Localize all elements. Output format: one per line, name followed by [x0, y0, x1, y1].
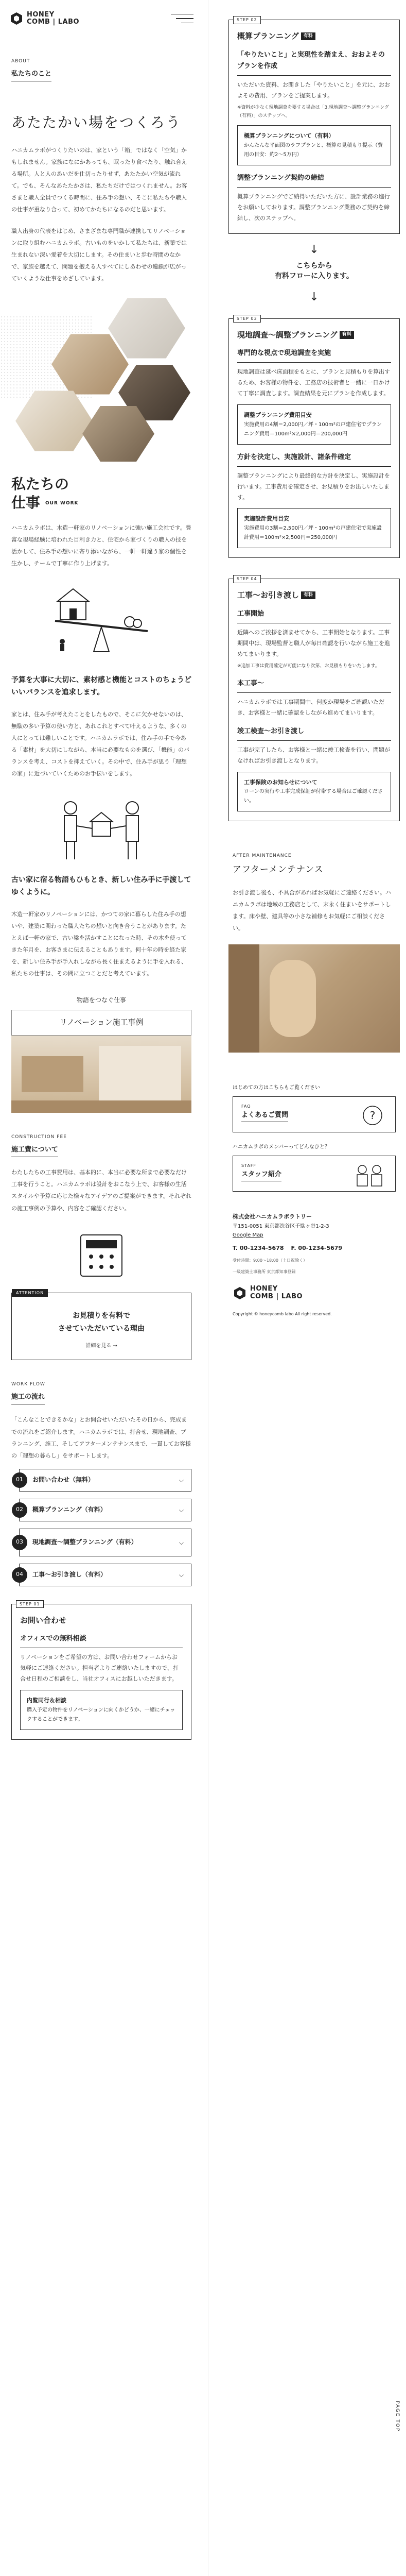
flow-item-01[interactable]: [16, 1469, 191, 1492]
flow-item-03[interactable]: [16, 1529, 191, 1556]
attention-box[interactable]: [11, 1290, 191, 1360]
flow-num: 03: [12, 1535, 27, 1550]
fax-number: F. 00-1234-5679: [291, 1244, 343, 1251]
staff-label: スタッフ紹介: [241, 1169, 281, 1181]
work-heading-1: 予算を大事に大切に、素材感と機能とコストのちょうどいいバランスを追求します。: [11, 676, 191, 697]
paid-badge: 有料: [301, 32, 315, 41]
google-map-link[interactable]: Google Map: [233, 1232, 263, 1238]
footer-logo[interactable]: [233, 1285, 396, 1300]
workflow-body: 「こんなことできるかな」とお問合せいただいたその日から、完成までの流れをご紹介します。ハニカムラボでは、打合せ、現地調査、プランニング、施工、そしてアフターメンテナンスまで、一貫してお客様の「理想の暮らし」をサポートします。: [11, 1416, 191, 1459]
step-02-box: [228, 20, 400, 234]
attention-detail-link[interactable]: 詳細を見る →: [85, 1343, 117, 1349]
logo-text: HONEY COMB | LABO: [27, 10, 80, 26]
paid-flow-caption: こちらから 有料フローに入ります。: [275, 262, 354, 280]
footer-license: 一級建築士事務所 東京都知事登録: [233, 1269, 296, 1274]
flow-item-02[interactable]: [16, 1499, 191, 1521]
step-01-box: [11, 1601, 191, 1740]
attention-title: お見積りを有料で させていただいている理由: [58, 1311, 145, 1333]
about-eyebrow: ABOUT: [11, 59, 30, 64]
step-text-2: 調整プランニングにより最終的な方針を決定し、実施設計を行います。工事費用を確定させ、お見積りをお出しいたします。: [237, 472, 390, 501]
about-heading: あたたかい場をつくろう: [11, 114, 182, 131]
step-text: リノベーションをご希望の方は、お問い合わせフォームからお気軽にご連絡ください。担当者よりご連絡いたしますので、打合せ日程のご相談をし、当社オフィスにお越しいただきます。: [20, 1654, 179, 1683]
fee-box-2: 実施設計費用目安 実施費用の3割＝2,500円／坪・100m²の戸建住宅で実施設計費用＝100m²×2,500円＝250,000円: [237, 508, 391, 548]
flow-num: 01: [12, 1472, 27, 1488]
flow-label: 工事〜お引き渡し（有料）: [32, 1570, 107, 1578]
attention-tag: ATTENTION: [12, 1289, 48, 1297]
step-text: 近隣へのご挨拶を済ませてから、工事開始となります。工事期間中は、現場監督と職人が毎日確認を行いながら施工を進めてまいります。: [237, 629, 390, 657]
step-tag: STEP 03: [233, 315, 261, 323]
arrow-down-icon: ↓: [309, 243, 319, 256]
about-body-1: ハニカムラボがつくりたいのは、家という「箱」ではなく「空気」かもしれません。家族になにかあっても、眠ったり食べたり、触れ合える場所。人と人のあいだを仕切ったりせず、あたたかい空気が流れて。でも、そんなあたたかさは、私たちだけではつくれません。お客さまと職人全員でつくる時間に、住み手の想い、そこに私たちや職人の仕事が重なり合って、初めてかたちになるのだと思います。: [11, 146, 187, 213]
workflow-title: 施工の流れ: [11, 1392, 45, 1404]
faq-label: よくあるご質問: [241, 1110, 288, 1122]
step-tag: STEP 01: [16, 1600, 44, 1608]
flow-label: お問い合わせ（無料）: [32, 1476, 95, 1483]
renovation-caption: 物語をつなぐ仕事: [76, 996, 126, 1004]
honeycomb-logo-icon: [233, 1286, 247, 1300]
copyright: Copyright © honeycomb labo All right reserved.: [233, 1312, 332, 1317]
step-note-box: 内覧同行＆相談 購入予定の物件をリノベーションに向くかどうか、一緒にチェックすることができます。: [20, 1690, 183, 1730]
work-body-3: 木造一軒家のリノベーションには、かつての家に暮らした住み手の想いや、建築に関わった職人たちの想いと向き合うことがあります。たとえば一軒の家で、古い梁を活かすことになった時、その木を使ってきた年月を、お客さまに伝えることもあります。何十年の時を経た家を、新しい住み手が手入れしながら長く住まえるように手を入れる、私たちの仕事は、その間に立つことだと考えています。: [11, 910, 187, 977]
hamburger-menu-icon[interactable]: [171, 7, 193, 30]
footer-tel: [233, 1244, 396, 1253]
page-top-link[interactable]: PAGE TOP: [395, 2401, 400, 2432]
step-title: お問い合わせ: [20, 1615, 67, 1625]
fee-box: 調整プランニング費用目安 実施費用の4割＝2,000円／坪・100m²の戸建住宅でプランニング費用＝100m²×2,000円＝200,000円: [237, 404, 391, 445]
step-text: 現地調査は延べ床面積をもとに、プランと見積もりを算出するため、お客様の物件を、工務店の技術者と一緒に一日かけて丁寧に調査します。調査結果を元にプランを作成します。: [237, 368, 390, 397]
step-tag: STEP 02: [233, 16, 261, 24]
step-note: ※追加工事は費用確定が可能になり次第、お見積もりをいたします。: [237, 664, 380, 669]
people-illustration: [11, 795, 191, 862]
logo[interactable]: [9, 11, 79, 26]
work-heading-2: 古い家に宿る物語もひもとき、新しい住み手に手渡してゆくように。: [11, 876, 191, 897]
renovation-cases-link[interactable]: リノベーション施工事例: [11, 1010, 191, 1036]
chevron-down-icon: ⌵: [179, 1571, 184, 1579]
step-sub-2: 本工事〜: [237, 678, 391, 693]
question-icon: [357, 1104, 388, 1127]
company-address: 〒151-0051 東京都渋谷区千駄ヶ谷1-2-3: [233, 1223, 329, 1229]
work-eyebrow: OUR WORK: [45, 500, 79, 506]
step-text-2: ハニカムラボでは工事期間中、何度か現場をご確認いただき、お客様と一緒に確認をしながら進めてまいります。: [237, 698, 384, 716]
people-handover-icon: [45, 795, 158, 862]
step-sub: 工事開始: [237, 608, 391, 623]
about-body-2: 職人出身の代表をはじめ、さまざまな専門職が連携してリノベーションに取り組むハニカムラボ。古いものをいかして私たちは、新築では生まれない深い愛着を大切にします。その住まいと歩む時間のなかで、家族を越えて、問題を抱える人すべてにしあわせの連鎖が広がっていくような仕事をめざしています。: [11, 227, 187, 282]
site-header: [0, 0, 203, 37]
company-name: 株式会社ハニカムラボラトリー: [233, 1213, 312, 1220]
step-sub: 「やりたいこと」と実現性を踏まえ、おおよそのプランを作成: [237, 49, 391, 76]
step-title: 工事〜お引き渡し 有料: [237, 589, 391, 601]
after-maintenance-photo: [228, 944, 400, 1053]
faq-en: FAQ: [241, 1104, 251, 1109]
flow-num: 04: [12, 1567, 27, 1583]
step-03-box: [228, 318, 400, 558]
construction-title: 施工費について: [11, 1144, 58, 1157]
chevron-down-icon: ⌵: [179, 1506, 184, 1514]
footer-company-info: [233, 1212, 396, 1276]
staff-group-icon: [352, 1162, 388, 1187]
tel-number[interactable]: T. 00-1234-5678: [233, 1244, 284, 1251]
workflow-eyebrow: WORK FLOW: [11, 1382, 45, 1387]
renovation-photo: [11, 1036, 191, 1113]
after-eyebrow: AFTER MAINTENANCE: [233, 853, 292, 859]
chevron-down-icon: ⌵: [179, 1538, 184, 1546]
step-sub: オフィスでの無料相談: [20, 1633, 183, 1648]
step-title: 概算プランニング 有料: [237, 30, 391, 42]
step-text: いただいた資料、お聞きした「やりたいこと」を元に、おおよその費用、プランをご提案します。: [237, 81, 390, 99]
chevron-down-icon: ⌵: [179, 1476, 184, 1484]
logo-text: HONEY COMB | LABO: [250, 1285, 303, 1300]
paid-badge: 有料: [340, 331, 354, 339]
workflow-list: [11, 1469, 191, 1586]
step-sub: 専門的な視点で現地調査を実施: [237, 348, 391, 363]
construction-body: わたしたちの工事費用は、基本的に、本当に必要な所まで必要なだけ工事を行うこと。ハニカムラボは設計をおこなう上で、お客様の生活スタイルや予算に応じた様々なアイデアのご提案ができます。それぞれの施工事例の予算や、内容をご確認ください。: [11, 1169, 191, 1212]
staff-link[interactable]: [233, 1156, 396, 1192]
balance-illustration: [11, 585, 191, 662]
flow-label: 現地調査〜調整プランニング（有料）: [32, 1538, 137, 1546]
flow-item-04[interactable]: [16, 1564, 191, 1586]
work-body-2: 家とは、住み手が考えたことをしたもので、そこに欠かせないのは、無駄の多い予算の使い方と、あれこれとすべて叶えるような、多くの人にとっては難しいことです。ハニカムラボでは、住み手の手で今ある「素材」を大切にしながら、本当に必要なものを選び、「機能」のバランスを考え、コストを抑えていく。その中で、住み手が思う「理想の家」に近づいていくためのお手伝いをします。: [11, 710, 190, 777]
calculator-illustration: [11, 1230, 191, 1281]
step-sub-2: 方針を決定し、実施設計、諸条件確定: [237, 452, 391, 467]
right-column: [222, 0, 406, 2576]
paid-badge: 有料: [301, 591, 315, 600]
step-note: ※資料が少なく現地調査を要する場合は「3.現地調査〜調整プランニング（有料）」のステップへ。: [237, 105, 389, 118]
step-04-box: [228, 579, 400, 821]
honeycomb-logo-icon: [9, 11, 24, 26]
calculator-icon: [65, 1230, 137, 1281]
fee-box: 概算プランニングについて（有料） かんたんな平面図のラフプランと、概算の見積もり提示（費用の目安：約2〜5万円）: [237, 125, 391, 165]
balance-scale-icon: [45, 585, 158, 662]
faq-intro: はじめての方はこちらもご覧ください: [233, 1084, 320, 1091]
about-title: 私たちのこと: [11, 69, 51, 81]
warranty-box: 工事保険のお知らせについて ローンの実行や工事完成保証が付帯する場合はご確認ください。: [237, 772, 391, 812]
faq-link[interactable]: [233, 1096, 396, 1132]
after-title: アフターメンテナンス: [233, 864, 324, 875]
step-tag: STEP 04: [233, 575, 261, 583]
svg-text:?: ?: [369, 1109, 376, 1122]
step-sub-2: 調整プランニング契約の締結: [237, 173, 391, 188]
work-title: 私たちの 仕事 OUR WORK: [11, 476, 79, 512]
step-text-2: 概算プランニングでご納得いただいた方に、設計業務の進行をお願いしております。調整プランニング業務のご契約を締結し、次のステップへ。: [237, 193, 390, 222]
arrow-down-icon: ↓: [309, 291, 319, 304]
after-body: お引き渡し後も、不具合があればお気軽にご連絡ください。ハニカムラボは地域の工務店として、末永く住まいをサポートします。床や壁、建具等の小さな補修もお気軽にご相談ください。: [233, 889, 391, 931]
about-photo-collage: [0, 295, 203, 465]
step-text-3: 工事が完了したら、お客様と一緒に竣工検査を行い、問題がなければお引き渡しとなります。: [237, 746, 390, 764]
staff-intro: ハニカムラボのメンバーってどんなひと？: [233, 1144, 330, 1150]
flow-label: 概算プランニング（有料）: [32, 1505, 107, 1513]
step-title: 現地調査〜調整プランニング 有料: [237, 329, 391, 341]
footer-hours: 受付時間：9:00〜18:00（土日祝除く）: [233, 1258, 308, 1263]
step-sub-3: 竣工検査〜お引き渡し: [237, 726, 391, 741]
staff-en: STAFF: [241, 1163, 257, 1168]
construction-eyebrow: CONSTRUCTION FEE: [11, 1134, 67, 1140]
flow-num: 02: [12, 1502, 27, 1518]
work-body-1: ハニカムラボは、木造一軒家のリノベーションに強い施工会社です。豊富な現場経験に培われた目利き力と、住宅から家づくりの職人の技を活かして、住み手の想いに寄り添いながら、一軒一軒違う家の個性を生かし、チームで丁寧に作り上げます。: [11, 524, 191, 567]
